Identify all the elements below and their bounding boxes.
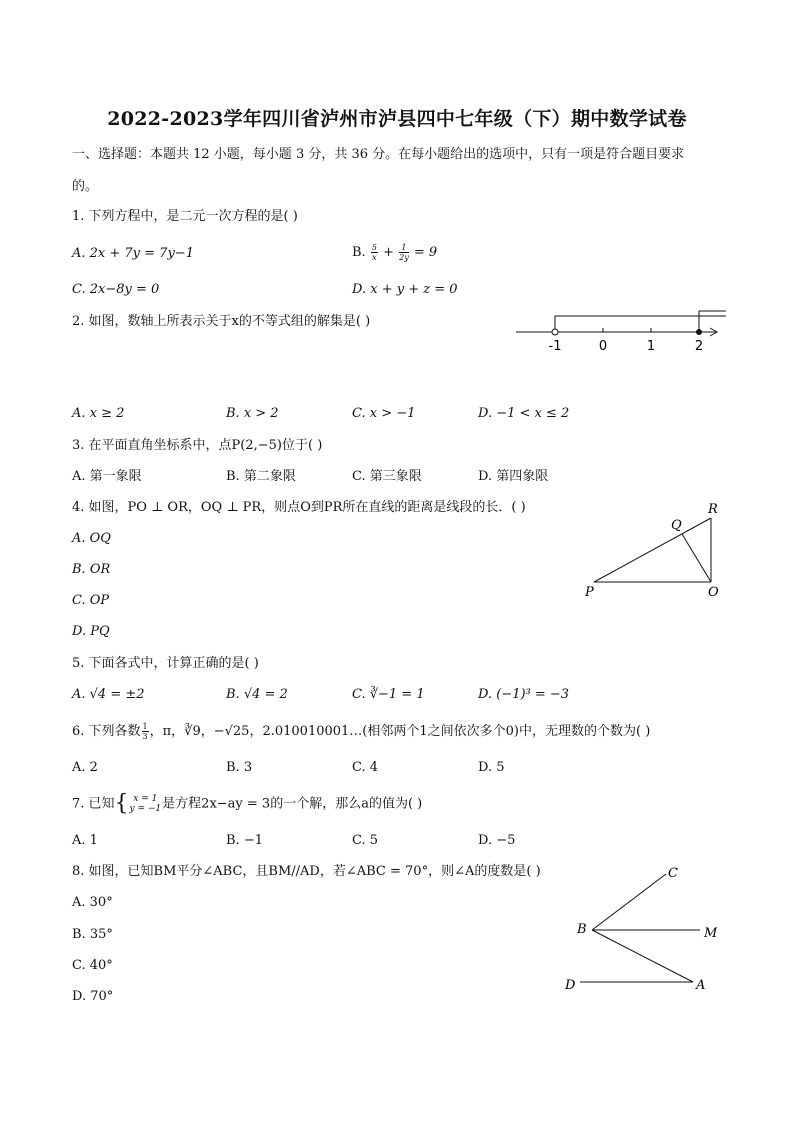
- q1-option-b-rest: = 9: [413, 245, 438, 260]
- q7-stem: [72, 790, 422, 819]
- q4-segment-OQ: [682, 534, 711, 582]
- q1-option-a: A. 2x + 7y = 7y−1: [72, 246, 194, 261]
- q4-stem: 4. 如图，PO ⊥ OR，OQ ⊥ PR，则点O到PR所在直线的距离是线段的长．( ): [72, 500, 526, 515]
- q4-label-P: P: [585, 585, 594, 600]
- q7-system-brace: {: [114, 791, 129, 816]
- q8-option-c: C. 40°: [72, 958, 113, 973]
- q6-stem-prefix: 6. 下列各数: [72, 724, 141, 739]
- q5-option-c: C. ∛−1 = 1: [352, 687, 425, 702]
- q2-stem: 2. 如图，数轴上所表示关于x的不等式组的解集是( ): [72, 314, 371, 329]
- q6-fraction: [142, 722, 149, 741]
- q6-option-d: D. 5: [478, 760, 505, 775]
- q4-option-d: D. PQ: [72, 624, 110, 639]
- q1-option-d: D. x + y + z = 0: [352, 282, 458, 297]
- q1-option-b-prefix: B.: [352, 245, 366, 260]
- q1-fraction-1: [371, 243, 378, 262]
- q1-fraction-2-num: 1: [399, 243, 409, 253]
- q1-option-b: [352, 240, 437, 266]
- q8-angle-figure: [560, 860, 730, 1000]
- q1-plus: +: [383, 245, 394, 260]
- q8-label-B: B: [577, 922, 587, 937]
- q8-segment-BC: [592, 874, 666, 930]
- q7-option-d: D. −5: [478, 833, 516, 848]
- q6-fraction-num: 1: [142, 722, 148, 731]
- q2-tick-label: -1: [548, 339, 562, 354]
- q4-label-O: O: [708, 585, 719, 600]
- q2-number-line-figure: [510, 306, 726, 356]
- q1-stem: 1. 下列方程中，是二元一次方程的是( ): [72, 209, 298, 224]
- q6-fraction-den: 3: [142, 732, 148, 741]
- q1-fraction-2: [399, 243, 409, 262]
- q4-option-b: B. OR: [72, 562, 111, 577]
- q1-fraction-1-den: x: [372, 253, 377, 262]
- page-title: 2022-2023学年四川省泸州市泸县四中七年级（下）期中数学试卷: [107, 108, 687, 130]
- q2-option-d: D. −1 < x ≤ 2: [478, 406, 570, 421]
- q3-stem: 3. 在平面直角坐标系中，点P(2,−5)位于( ): [72, 438, 323, 453]
- q8-option-b: B. 35°: [72, 927, 113, 942]
- q2-option-c: C. x > −1: [352, 406, 416, 421]
- q7-option-c: C. 5: [352, 833, 379, 848]
- q2-open-point: [552, 329, 558, 335]
- section-instructions-line2: 的。: [72, 179, 99, 194]
- q2-closed-point: [696, 329, 702, 335]
- q8-label-D: D: [565, 978, 576, 993]
- q1-fraction-2-den: 2y: [399, 253, 409, 262]
- q8-stem: 8. 如图，已知BM平分∠ABC，且BM//AD，若∠ABC = 70°，则∠A的度数是( ): [72, 864, 541, 879]
- q2-option-b: B. x > 2: [226, 406, 279, 421]
- q7-stem-rest: 是方程2x−ay = 3的一个解，那么a的值为( ): [162, 796, 423, 812]
- q2-tick-label: 0: [598, 339, 608, 354]
- q2-tick-label: 1: [646, 339, 656, 354]
- q2-bracket-upper: [699, 311, 726, 332]
- q8-label-C: C: [668, 866, 678, 881]
- q7-stem-prefix: 7. 已知: [72, 796, 115, 812]
- q4-option-c: C. OP: [72, 593, 110, 608]
- q7-option-a: A. 1: [72, 833, 98, 848]
- q6-stem-rest: ，π，∛9，−√25，2.010010001…(相邻两个1之间依次多个0)中，无理数的个数为( ): [149, 724, 651, 739]
- q7-system: [130, 794, 162, 814]
- q1-option-c: C. 2x−8y = 0: [72, 282, 160, 297]
- q7-system-bottom: y = −1: [129, 804, 162, 814]
- q8-option-a: A. 30°: [72, 895, 113, 910]
- q3-option-c: C. 第三象限: [352, 469, 422, 484]
- q4-segment-PR: [594, 518, 711, 582]
- section-instructions-line1: 一、选择题：本题共 12 小题，每小题 3 分，共 36 分。在每小题给出的选项中，只有一项是符合题目要求: [72, 147, 685, 162]
- q8-label-M: M: [704, 926, 718, 941]
- q4-label-Q: Q: [671, 518, 682, 533]
- q5-option-d: D. (−1)³ = −3: [478, 687, 570, 702]
- q3-option-a: A. 第一象限: [72, 469, 142, 484]
- q4-triangle-figure: [578, 498, 728, 602]
- q8-segment-BA: [592, 930, 693, 982]
- q2-option-a: A. x ≥ 2: [72, 406, 125, 421]
- q8-option-d: D. 70°: [72, 989, 114, 1004]
- q4-label-R: R: [708, 502, 718, 517]
- q5-option-b: B. √4 = 2: [226, 687, 288, 702]
- q7-system-top: x = 1: [133, 794, 158, 804]
- q2-tick-label: 2: [694, 339, 704, 354]
- q4-option-a: A. OQ: [72, 531, 111, 546]
- q8-label-A: A: [696, 978, 706, 993]
- q3-option-d: D. 第四象限: [478, 469, 549, 484]
- q6-stem: [72, 719, 650, 745]
- q6-option-a: A. 2: [72, 760, 98, 775]
- q3-option-b: B. 第二象限: [226, 469, 296, 484]
- q1-fraction-1-num: 5: [371, 243, 377, 252]
- q6-option-c: C. 4: [352, 760, 379, 775]
- q5-option-a: A. √4 = ±2: [72, 687, 145, 702]
- q5-stem: 5. 下面各式中，计算正确的是( ): [72, 656, 259, 671]
- q6-option-b: B. 3: [226, 760, 253, 775]
- q7-option-b: B. −1: [226, 833, 263, 848]
